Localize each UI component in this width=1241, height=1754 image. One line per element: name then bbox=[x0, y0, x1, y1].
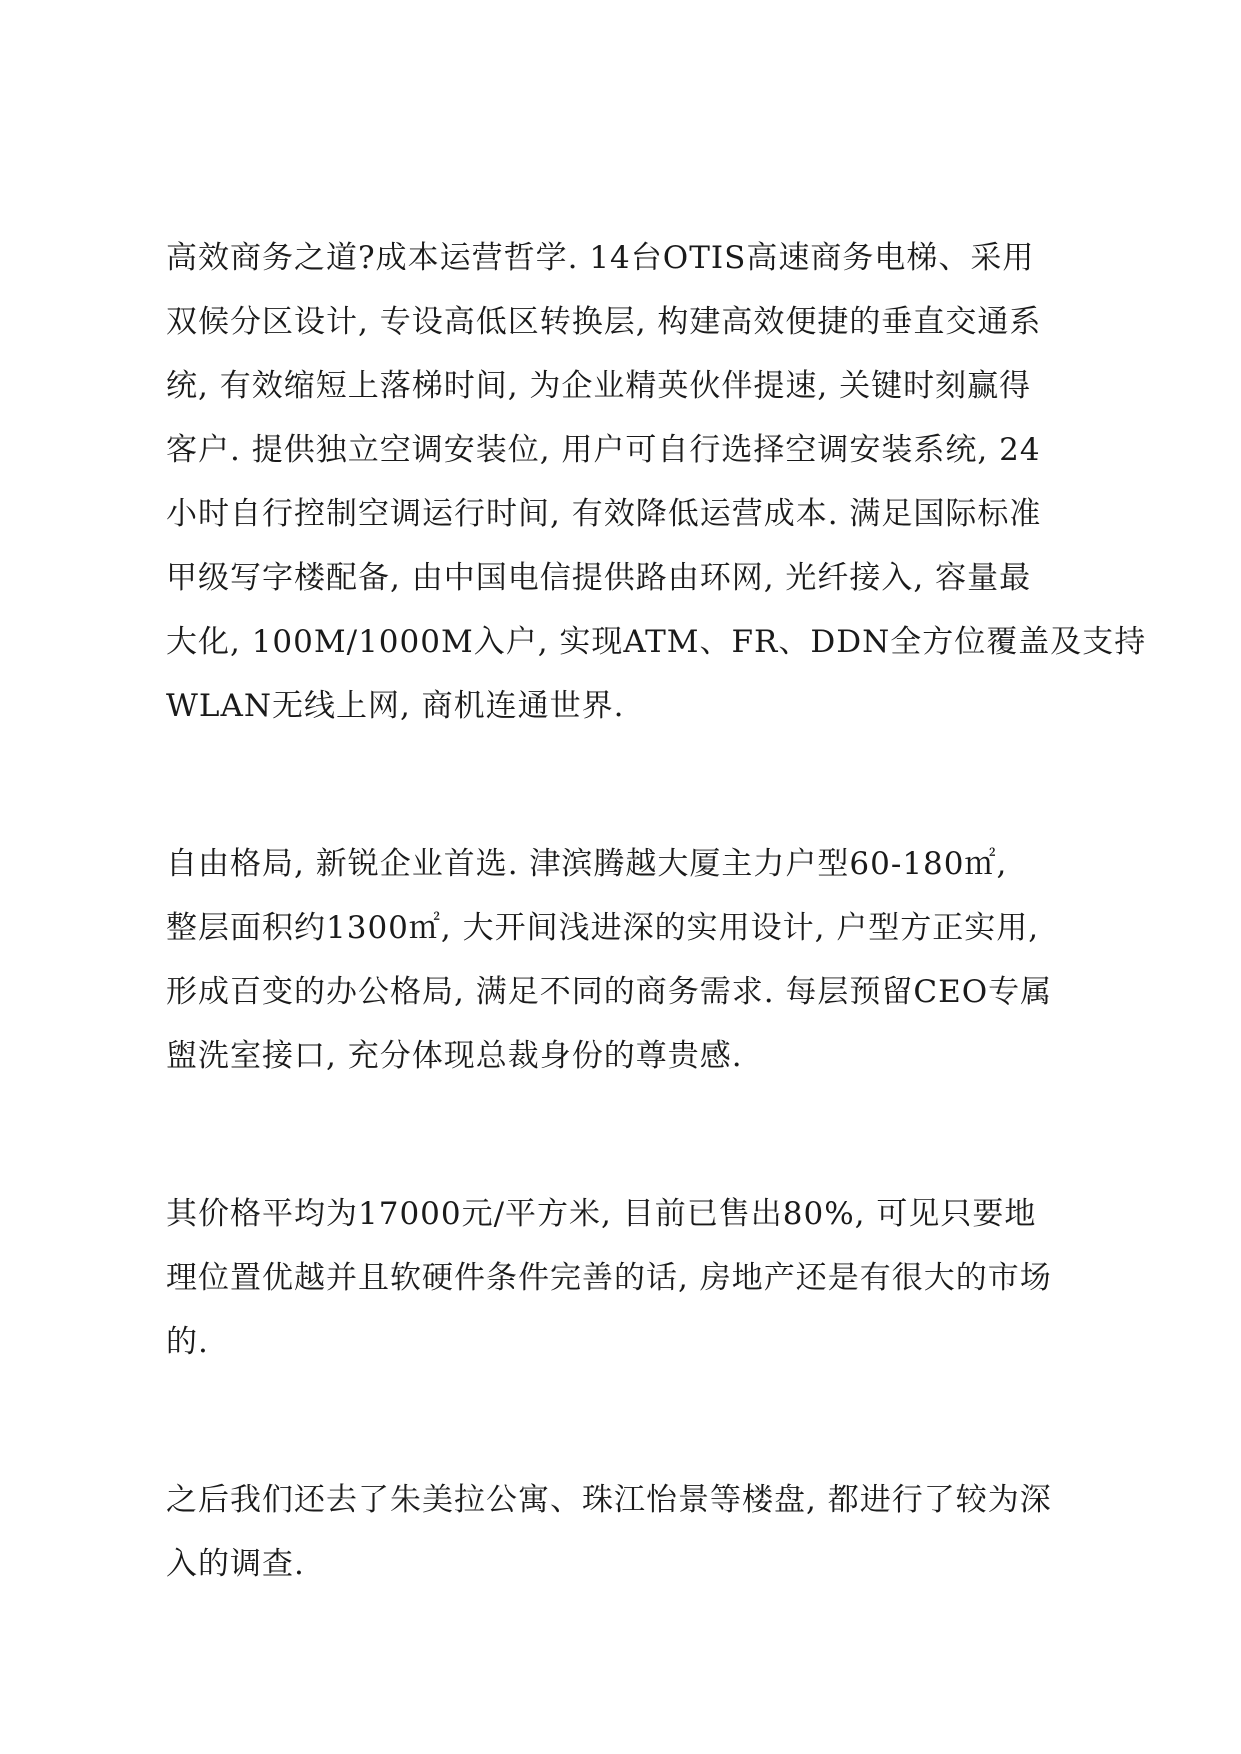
text-line: 客户. 提供独立空调安装位, 用户可自行选择空调安装系统, 24 bbox=[166, 432, 1041, 468]
text-line: WLAN无线上网, 商机连通世界. bbox=[166, 688, 625, 724]
text-line: 盥洗室接口, 充分体现总裁身份的尊贵感. bbox=[166, 1038, 743, 1074]
text-line: 高效商务之道?成本运营哲学. 14台OTIS高速商务电梯、采用 bbox=[166, 240, 1035, 276]
text-line: 的. bbox=[166, 1324, 209, 1360]
text-line: 入的调查. bbox=[166, 1546, 305, 1582]
text-line: 双候分区设计, 专设高低区转换层, 构建高效便捷的垂直交通系 bbox=[166, 304, 1042, 340]
text-line: 其价格平均为17000元/平方米, 目前已售出80%, 可见只要地 bbox=[166, 1196, 1037, 1232]
paragraph-further-survey bbox=[166, 1468, 1096, 1596]
text-line: 形成百变的办公格局, 满足不同的商务需求. 每层预留CEO专属 bbox=[166, 974, 1053, 1010]
text-line: 整层面积约1300㎡, 大开间浅进深的实用设计, 户型方正实用, bbox=[166, 910, 1040, 946]
text-line: 自由格局, 新锐企业首选. 津滨腾越大厦主力户型60-180㎡, bbox=[166, 846, 1008, 882]
text-line: 统, 有效缩短上落梯时间, 为企业精英伙伴提速, 关键时刻赢得 bbox=[166, 368, 1032, 404]
text-line: 小时自行控制空调运行时间, 有效降低运营成本. 满足国际标准 bbox=[166, 496, 1042, 532]
text-line: 理位置优越并且软硬件条件完善的话, 房地产还是有很大的市场 bbox=[166, 1260, 1052, 1296]
paragraph-elevators-network bbox=[166, 226, 1147, 738]
paragraph-pricing bbox=[166, 1182, 1096, 1374]
text-line: 甲级写字楼配备, 由中国电信提供路由环网, 光纤接入, 容量最 bbox=[166, 560, 1032, 596]
paragraph-floor-layout bbox=[166, 832, 1096, 1088]
text-line: 之后我们还去了朱美拉公寓、珠江怡景等楼盘, 都进行了较为深 bbox=[166, 1482, 1052, 1518]
document-body bbox=[166, 226, 1147, 1690]
text-line: 大化, 100M/1000M入户, 实现ATM、FR、DDN全方位覆盖及支持 bbox=[166, 624, 1147, 660]
